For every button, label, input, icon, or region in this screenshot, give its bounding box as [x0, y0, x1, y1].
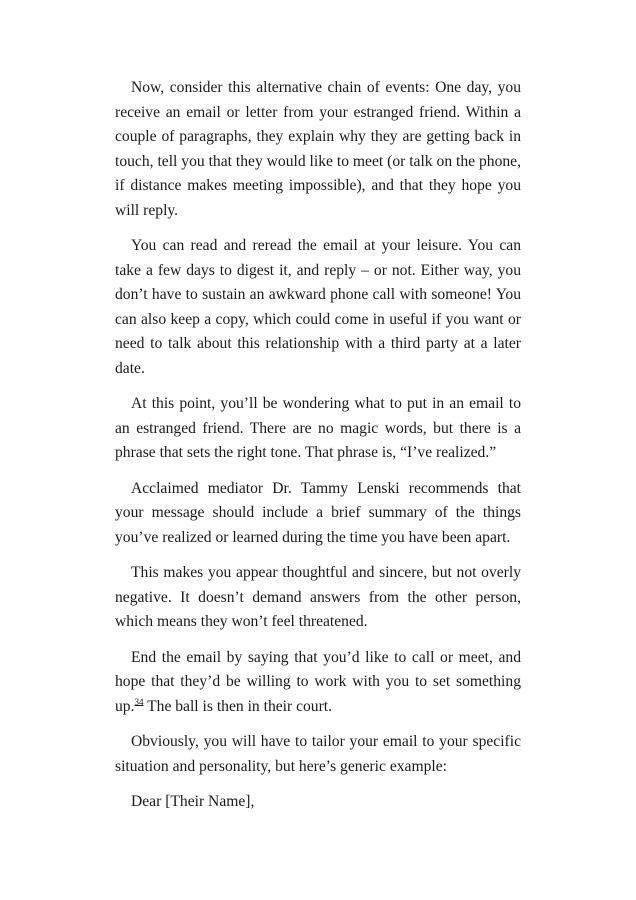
paragraph-tailor-email: Obviously, you will have to tailor your email to your specific situation and personality, but here’s generic example:: [115, 733, 521, 775]
paragraph-end-email-text: End the email by saying that you’d like to call or meet, and hope that they’d be willing to work with you to set something up.: [115, 648, 521, 715]
paragraph-what-to-put: At this point, you’ll be wondering what to put in an email to an estranged friend. There are no magic words, but there is a phrase that sets the right tone. That phrase is, “I’ve realized.”: [115, 395, 521, 461]
paragraph-alternative-chain: Now, consider this alternative chain of events: One day, you receive an email or letter from your estranged friend. Within a couple of paragraphs, they explain why they are getting back in touch, tell you that they would like to meet (or talk on the phone, if distance makes meeting impossible), and that they hope you will reply.: [115, 79, 521, 219]
paragraph-end-email: [115, 646, 521, 720]
paragraph-end-email-tail: The ball is then in their court.: [143, 697, 333, 715]
paragraph-thoughtful-sincere: This makes you appear thoughtful and sincere, but not overly negative. It doesn’t demand answers from the other person, which means they won’t feel threatened.: [115, 564, 521, 630]
footnote-link[interactable]: 34: [134, 696, 144, 707]
paragraph-mediator-advice: Acclaimed mediator Dr. Tammy Lenski recommends that your message should include a brief summary of the things you’ve realized or learned during the time you have been apart.: [115, 479, 521, 546]
salutation-line: Dear [Their Name],: [131, 793, 255, 810]
paragraph-read-reread: You can read and reread the email at your leisure. You can take a few days to digest it, and reply – or not. Either way, you don’t have to sustain an awkward phone call with someone! You can also keep a copy, which could come in useful if you want or need to talk about this relationship with a third party at a later date.: [115, 237, 521, 377]
document-page: [115, 76, 521, 826]
